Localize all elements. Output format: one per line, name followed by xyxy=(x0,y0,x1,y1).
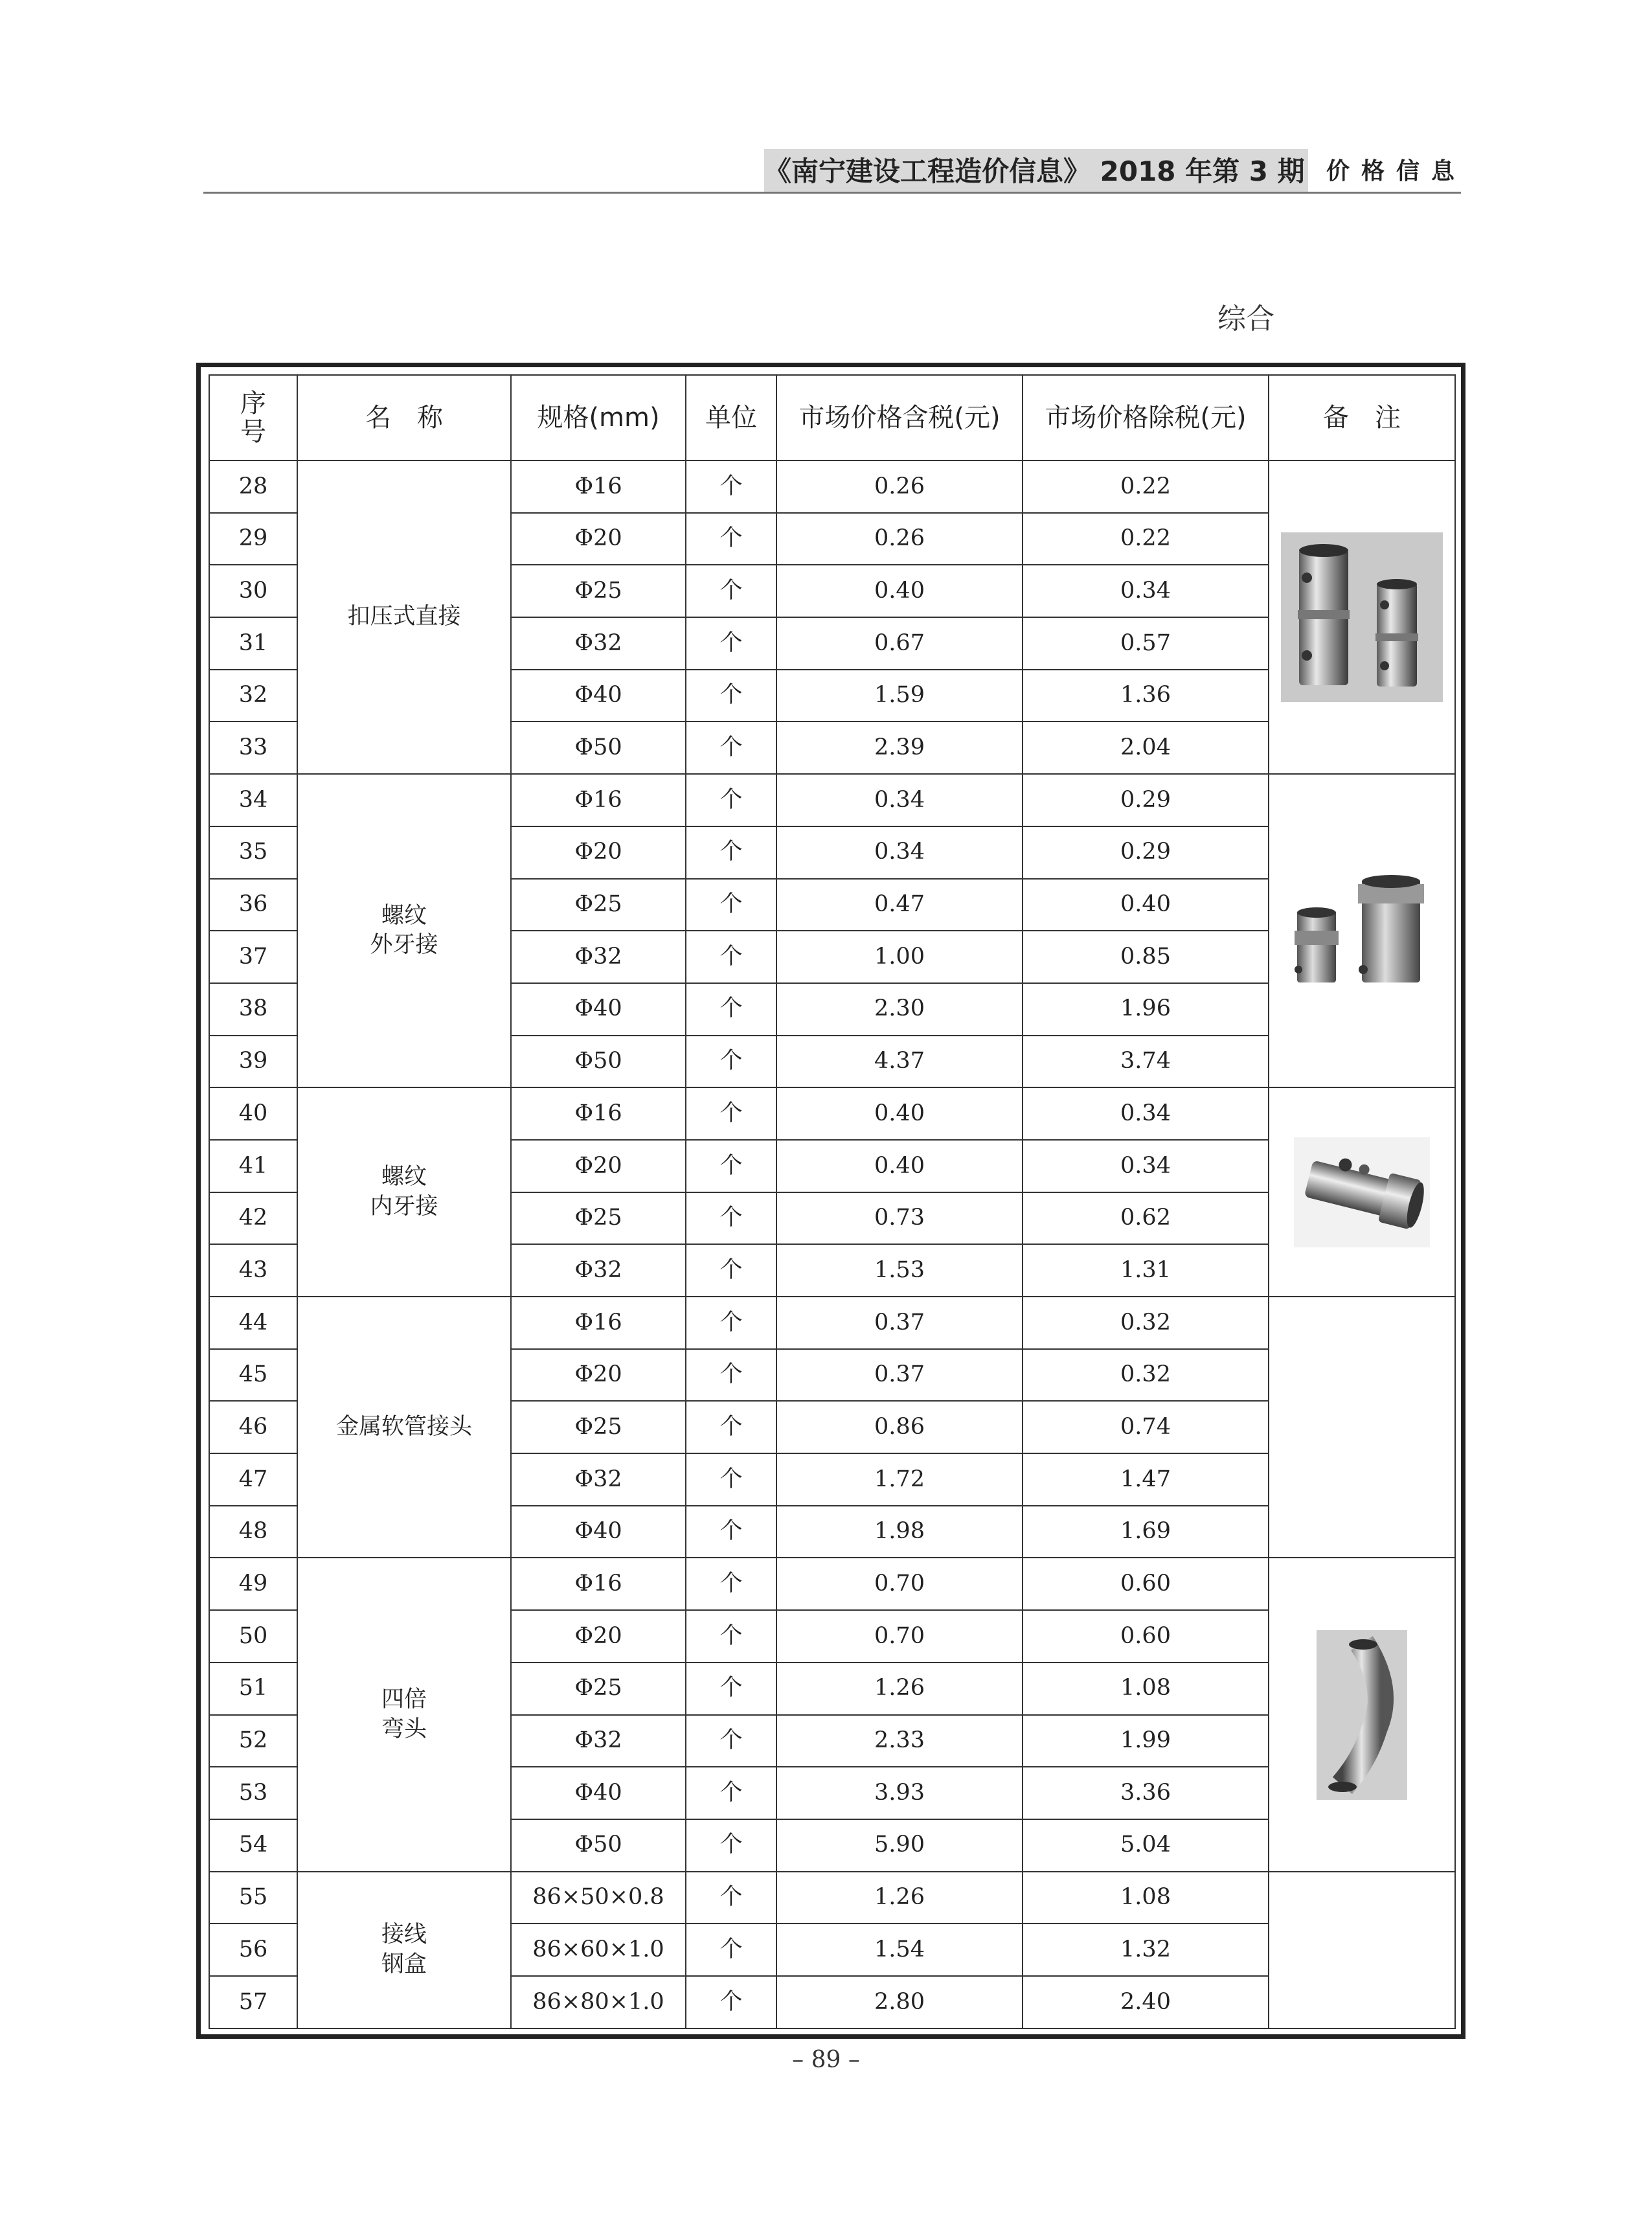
price-notax-cell: 0.29 xyxy=(1023,826,1269,879)
category-label: 综合 xyxy=(1217,302,1274,335)
price-notax-cell: 0.22 xyxy=(1023,460,1269,513)
col-header-price-tax: 市场价格含税(元) xyxy=(776,375,1023,460)
price-notax-cell: 1.99 xyxy=(1023,1715,1269,1767)
spec-cell: Φ20 xyxy=(511,1349,686,1402)
col-header-name: 名 称 xyxy=(297,375,511,460)
note-cell xyxy=(1269,774,1455,1087)
unit-cell: 个 xyxy=(686,1819,776,1872)
spec-cell: Φ16 xyxy=(511,460,686,513)
header-rule xyxy=(203,192,1461,194)
spec-cell: Φ40 xyxy=(511,1767,686,1819)
price-notax-cell: 0.60 xyxy=(1023,1610,1269,1663)
note-cell xyxy=(1269,1558,1455,1871)
price-notax-cell: 0.74 xyxy=(1023,1401,1269,1453)
price-tax-cell: 0.73 xyxy=(776,1192,1023,1245)
price-tax-cell: 1.72 xyxy=(776,1453,1023,1506)
price-notax-cell: 1.36 xyxy=(1023,670,1269,722)
item-name: 四倍 弯头 xyxy=(297,1558,511,1871)
row-number: 43 xyxy=(209,1244,297,1297)
female-thread-connector-photo xyxy=(1269,1137,1454,1247)
item-name: 螺纹 外牙接 xyxy=(297,774,511,1087)
price-notax-cell: 3.36 xyxy=(1023,1767,1269,1819)
spec-cell: Φ25 xyxy=(511,879,686,931)
row-number: 57 xyxy=(209,1976,297,2028)
price-notax-cell: 0.34 xyxy=(1023,1140,1269,1192)
spec-cell: 86×60×1.0 xyxy=(511,1924,686,1976)
price-notax-cell: 1.96 xyxy=(1023,983,1269,1036)
unit-cell: 个 xyxy=(686,983,776,1036)
unit-cell: 个 xyxy=(686,1976,776,2028)
price-tax-cell: 1.26 xyxy=(776,1872,1023,1924)
price-tax-cell: 1.26 xyxy=(776,1663,1023,1715)
male-thread-connector-photo xyxy=(1269,866,1454,995)
row-number: 47 xyxy=(209,1453,297,1506)
price-notax-cell: 0.62 xyxy=(1023,1192,1269,1245)
unit-cell: 个 xyxy=(686,1401,776,1453)
elbow-bend-photo xyxy=(1269,1630,1454,1800)
price-notax-cell: 1.08 xyxy=(1023,1872,1269,1924)
row-number: 54 xyxy=(209,1819,297,1872)
spec-cell: Φ40 xyxy=(511,1506,686,1558)
unit-cell: 个 xyxy=(686,1192,776,1245)
price-tax-cell: 4.37 xyxy=(776,1036,1023,1088)
unit-cell: 个 xyxy=(686,826,776,879)
compression-coupling-photo xyxy=(1269,532,1454,702)
row-number: 53 xyxy=(209,1767,297,1819)
spec-cell: Φ32 xyxy=(511,931,686,983)
price-tax-cell: 1.53 xyxy=(776,1244,1023,1297)
unit-cell: 个 xyxy=(686,879,776,931)
price-tax-cell: 3.93 xyxy=(776,1767,1023,1819)
unit-cell: 个 xyxy=(686,1558,776,1610)
row-number: 36 xyxy=(209,879,297,931)
price-tax-cell: 0.26 xyxy=(776,460,1023,513)
price-notax-cell: 0.22 xyxy=(1023,513,1269,565)
unit-cell: 个 xyxy=(686,1349,776,1402)
price-notax-cell: 3.74 xyxy=(1023,1036,1269,1088)
unit-cell: 个 xyxy=(686,721,776,774)
price-notax-cell: 2.40 xyxy=(1023,1976,1269,2028)
unit-cell: 个 xyxy=(686,1767,776,1819)
price-tax-cell: 0.37 xyxy=(776,1349,1023,1402)
spec-cell: Φ20 xyxy=(511,826,686,879)
table-row xyxy=(209,1872,1455,1924)
price-notax-cell: 1.47 xyxy=(1023,1453,1269,1506)
price-notax-cell: 0.34 xyxy=(1023,1087,1269,1140)
row-number: 52 xyxy=(209,1715,297,1767)
publication-title: 《南宁建设工程造价信息》 2018 年第 3 期 xyxy=(764,155,1305,187)
spec-cell: Φ20 xyxy=(511,1140,686,1192)
price-notax-cell: 0.34 xyxy=(1023,565,1269,617)
row-number: 46 xyxy=(209,1401,297,1453)
price-tax-cell: 0.40 xyxy=(776,1087,1023,1140)
price-tax-cell: 1.54 xyxy=(776,1924,1023,1976)
row-number: 34 xyxy=(209,774,297,826)
row-number: 30 xyxy=(209,565,297,617)
row-number: 50 xyxy=(209,1610,297,1663)
unit-cell: 个 xyxy=(686,1610,776,1663)
row-number: 32 xyxy=(209,670,297,722)
row-number: 41 xyxy=(209,1140,297,1192)
price-tax-cell: 0.37 xyxy=(776,1297,1023,1349)
col-header-note: 备 注 xyxy=(1269,375,1455,460)
spec-cell: Φ25 xyxy=(511,1663,686,1715)
item-name: 螺纹 内牙接 xyxy=(297,1087,511,1297)
unit-cell: 个 xyxy=(686,1663,776,1715)
spec-cell: Φ16 xyxy=(511,1558,686,1610)
price-tax-cell: 5.90 xyxy=(776,1819,1023,1872)
unit-cell: 个 xyxy=(686,1506,776,1558)
spec-cell: Φ16 xyxy=(511,774,686,826)
col-header-unit: 单位 xyxy=(686,375,776,460)
price-notax-cell: 0.85 xyxy=(1023,931,1269,983)
spec-cell: Φ25 xyxy=(511,1192,686,1245)
price-notax-cell: 2.04 xyxy=(1023,721,1269,774)
spec-cell: Φ25 xyxy=(511,565,686,617)
spec-cell: Φ50 xyxy=(511,721,686,774)
col-header-price-notax: 市场价格除税(元) xyxy=(1023,375,1269,460)
row-number: 55 xyxy=(209,1872,297,1924)
price-tax-cell: 0.40 xyxy=(776,1140,1023,1192)
unit-cell: 个 xyxy=(686,565,776,617)
spec-cell: Φ50 xyxy=(511,1036,686,1088)
price-tax-cell: 2.39 xyxy=(776,721,1023,774)
price-notax-cell: 0.40 xyxy=(1023,879,1269,931)
col-header-seq-text: 序 号 xyxy=(240,389,266,447)
unit-cell: 个 xyxy=(686,1715,776,1767)
row-number: 28 xyxy=(209,460,297,513)
item-name: 扣压式直接 xyxy=(297,460,511,774)
unit-cell: 个 xyxy=(686,1036,776,1088)
col-header-spec: 规格(mm) xyxy=(511,375,686,460)
row-number: 39 xyxy=(209,1036,297,1088)
note-cell xyxy=(1269,1872,1455,2028)
price-tax-cell: 0.86 xyxy=(776,1401,1023,1453)
price-tax-cell: 0.40 xyxy=(776,565,1023,617)
unit-cell: 个 xyxy=(686,670,776,722)
spec-cell: Φ40 xyxy=(511,983,686,1036)
price-notax-cell: 5.04 xyxy=(1023,1819,1269,1872)
spec-cell: Φ50 xyxy=(511,1819,686,1872)
table-row xyxy=(209,1087,1455,1140)
table-row xyxy=(209,1558,1455,1610)
unit-cell: 个 xyxy=(686,1924,776,1976)
price-notax-cell: 1.32 xyxy=(1023,1924,1269,1976)
unit-cell: 个 xyxy=(686,1087,776,1140)
row-number: 44 xyxy=(209,1297,297,1349)
table-header-row xyxy=(209,375,1455,460)
price-notax-cell: 0.32 xyxy=(1023,1349,1269,1402)
row-number: 31 xyxy=(209,617,297,670)
unit-cell: 个 xyxy=(686,460,776,513)
price-tax-cell: 0.67 xyxy=(776,617,1023,670)
row-number: 37 xyxy=(209,931,297,983)
unit-cell: 个 xyxy=(686,1244,776,1297)
spec-cell: Φ16 xyxy=(511,1087,686,1140)
price-tax-cell: 1.98 xyxy=(776,1506,1023,1558)
unit-cell: 个 xyxy=(686,1140,776,1192)
spec-cell: Φ16 xyxy=(511,1297,686,1349)
price-tax-cell: 0.26 xyxy=(776,513,1023,565)
note-cell xyxy=(1269,1087,1455,1297)
unit-cell: 个 xyxy=(686,513,776,565)
price-notax-cell: 0.60 xyxy=(1023,1558,1269,1610)
spec-cell: Φ40 xyxy=(511,670,686,722)
unit-cell: 个 xyxy=(686,1453,776,1506)
table-row xyxy=(209,774,1455,826)
price-notax-cell: 0.57 xyxy=(1023,617,1269,670)
spec-cell: Φ20 xyxy=(511,513,686,565)
price-notax-cell: 1.08 xyxy=(1023,1663,1269,1715)
price-notax-cell: 1.69 xyxy=(1023,1506,1269,1558)
unit-cell: 个 xyxy=(686,617,776,670)
item-name: 金属软管接头 xyxy=(297,1297,511,1558)
row-number: 51 xyxy=(209,1663,297,1715)
spec-cell: Φ25 xyxy=(511,1401,686,1453)
spec-cell: Φ32 xyxy=(511,1715,686,1767)
table-row xyxy=(209,1297,1455,1349)
note-cell xyxy=(1269,460,1455,774)
row-number: 45 xyxy=(209,1349,297,1402)
row-number: 48 xyxy=(209,1506,297,1558)
unit-cell: 个 xyxy=(686,1872,776,1924)
spec-cell: 86×80×1.0 xyxy=(511,1976,686,2028)
price-tax-cell: 1.00 xyxy=(776,931,1023,983)
spec-cell: Φ32 xyxy=(511,617,686,670)
price-tax-cell: 2.80 xyxy=(776,1976,1023,2028)
price-tax-cell: 0.47 xyxy=(776,879,1023,931)
note-cell xyxy=(1269,1297,1455,1558)
price-tax-cell: 0.34 xyxy=(776,774,1023,826)
row-number: 33 xyxy=(209,721,297,774)
row-number: 29 xyxy=(209,513,297,565)
row-number: 56 xyxy=(209,1924,297,1976)
price-notax-cell: 0.32 xyxy=(1023,1297,1269,1349)
table-row xyxy=(209,460,1455,513)
spec-cell: Φ32 xyxy=(511,1244,686,1297)
spec-cell: 86×50×0.8 xyxy=(511,1872,686,1924)
page-number: – 89 – xyxy=(792,2047,860,2073)
section-name: 价格信息 xyxy=(1326,158,1467,185)
spec-cell: Φ32 xyxy=(511,1453,686,1506)
row-number: 40 xyxy=(209,1087,297,1140)
price-notax-cell: 0.29 xyxy=(1023,774,1269,826)
unit-cell: 个 xyxy=(686,774,776,826)
row-number: 35 xyxy=(209,826,297,879)
unit-cell: 个 xyxy=(686,1297,776,1349)
row-number: 42 xyxy=(209,1192,297,1245)
spec-cell: Φ20 xyxy=(511,1610,686,1663)
row-number: 49 xyxy=(209,1558,297,1610)
price-tax-cell: 2.33 xyxy=(776,1715,1023,1767)
item-name: 接线 钢盒 xyxy=(297,1872,511,2028)
row-number: 38 xyxy=(209,983,297,1036)
price-tax-cell: 0.70 xyxy=(776,1558,1023,1610)
price-tax-cell: 0.34 xyxy=(776,826,1023,879)
price-table xyxy=(209,374,1456,2029)
unit-cell: 个 xyxy=(686,931,776,983)
price-tax-cell: 1.59 xyxy=(776,670,1023,722)
col-header-seq xyxy=(209,375,297,460)
price-notax-cell: 1.31 xyxy=(1023,1244,1269,1297)
price-tax-cell: 0.70 xyxy=(776,1610,1023,1663)
price-tax-cell: 2.30 xyxy=(776,983,1023,1036)
